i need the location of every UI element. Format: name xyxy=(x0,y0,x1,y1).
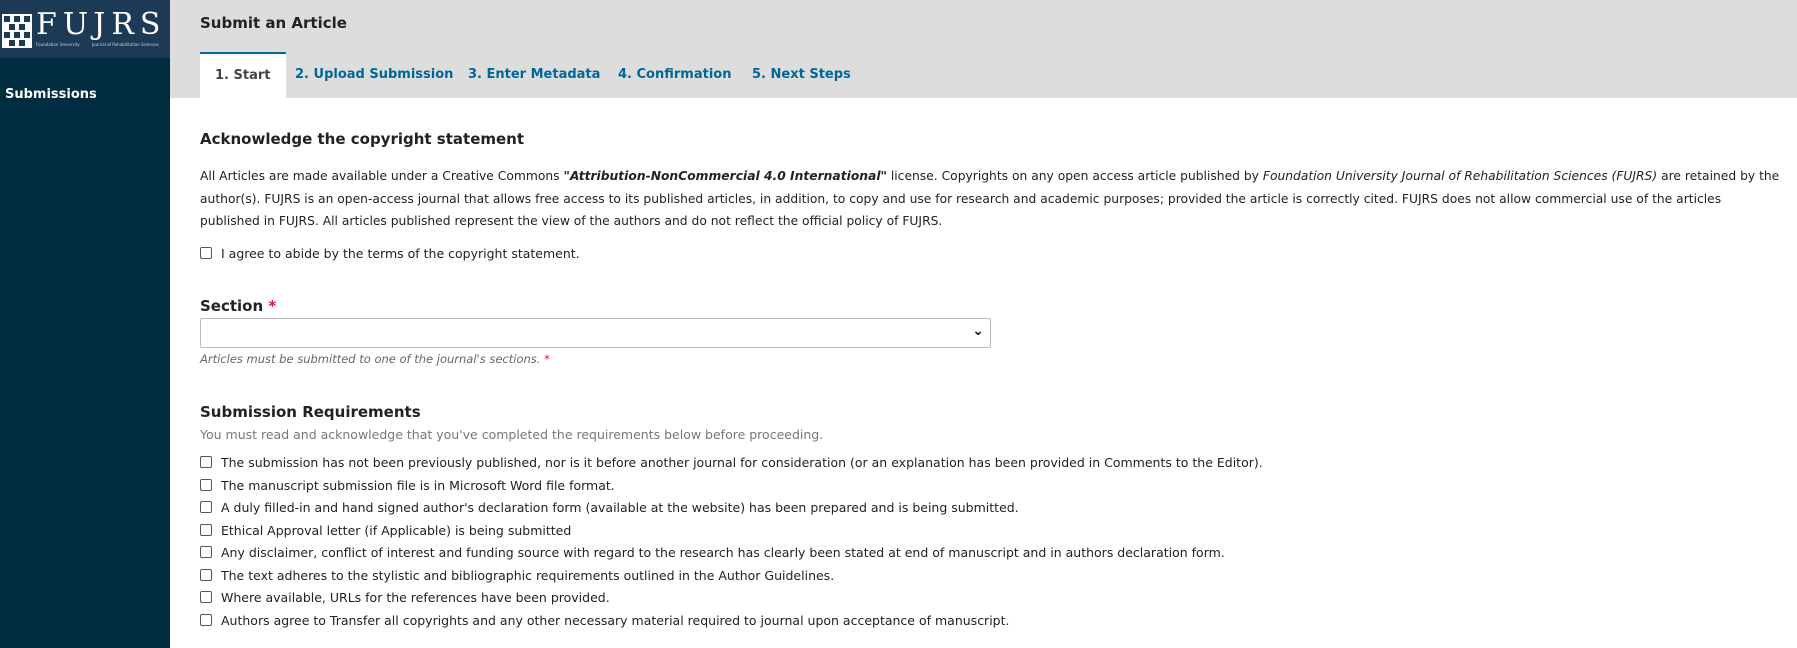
copyright-agree-row xyxy=(200,246,580,261)
requirement-row xyxy=(200,568,834,583)
requirement-checkbox[interactable] xyxy=(200,456,212,468)
requirements-description: You must read and acknowledge that you've completed the requirements below before proceeding. xyxy=(200,427,824,442)
logo-text: FUJRS xyxy=(36,7,167,42)
requirement-label[interactable]: The manuscript submission file is in Microsoft Word file format. xyxy=(221,478,615,493)
requirement-checkbox[interactable] xyxy=(200,501,212,513)
requirement-checkbox[interactable] xyxy=(200,614,212,626)
tab-enter-metadata[interactable]: 3. Enter Metadata xyxy=(468,67,601,82)
requirement-row xyxy=(200,500,1019,515)
copyright-agree-label[interactable]: I agree to abide by the terms of the copyright statement. xyxy=(221,246,580,261)
logo-pattern-icon xyxy=(2,14,32,48)
logo-subtitle-right: Journal of Rehabilitation Sciences xyxy=(92,42,159,47)
page-header xyxy=(170,0,1797,98)
tab-confirmation[interactable]: 4. Confirmation xyxy=(618,67,732,82)
tab-upload-submission[interactable]: 2. Upload Submission xyxy=(295,67,454,82)
requirement-row xyxy=(200,523,571,538)
page-title: Submit an Article xyxy=(200,14,347,32)
journal-name: Foundation University Journal of Rehabilitation Sciences (FUJRS) xyxy=(1262,169,1658,183)
logo-subtitle-left: Foundation University xyxy=(36,42,80,47)
copyright-text-3: are retained by the author(s). FUJRS is an open-access journal that allows free access to its published articles, in addition, to copy and use for research and academic purposes; provided the article is correctly cited. FUJRS does not allow commercial use of the articles published in FUJRS. All articles published represent the view of the authors and do not reflect the official policy of FUJRS. xyxy=(200,169,1780,228)
requirement-row xyxy=(200,613,1009,628)
requirement-label[interactable]: Any disclaimer, conflict of interest and funding source with regard to the research has clearly been stated at end of manuscript and in authors declaration form. xyxy=(221,545,1225,560)
license-name: "Attribution-NonCommercial 4.0 International" xyxy=(563,169,887,183)
required-marker: * xyxy=(268,297,277,315)
section-help-text xyxy=(200,352,550,366)
requirement-label[interactable]: Where available, URLs for the references have been provided. xyxy=(221,590,610,605)
requirement-checkbox[interactable] xyxy=(200,546,212,558)
requirement-checkbox[interactable] xyxy=(200,569,212,581)
journal-logo[interactable] xyxy=(0,0,170,58)
copyright-statement xyxy=(200,165,1780,233)
copyright-text-1: All Articles are made available under a Creative Commons xyxy=(200,169,564,183)
requirement-label[interactable]: A duly filled-in and hand signed author's declaration form (available at the website) has been prepared and is being submitted. xyxy=(221,500,1019,515)
requirement-row xyxy=(200,478,615,493)
section-select[interactable] xyxy=(200,318,991,348)
requirement-label[interactable]: The text adheres to the stylistic and bibliographic requirements outlined in the Author Guidelines. xyxy=(221,568,835,583)
requirement-checkbox[interactable] xyxy=(200,479,212,491)
requirement-label[interactable]: The submission has not been previously published, nor is it before another journal for consideration (or an explanation has been provided in Comments to the Editor). xyxy=(221,455,1263,470)
copyright-text-2: license. Copyrights on any open access article published by xyxy=(886,169,1263,183)
copyright-agree-checkbox[interactable] xyxy=(200,247,212,259)
requirement-checkbox[interactable] xyxy=(200,524,212,536)
section-help-label: Articles must be submitted to one of the journal's sections. xyxy=(200,352,541,366)
section-label-text: Section xyxy=(200,297,264,315)
requirement-label[interactable]: Ethical Approval letter (if Applicable) is being submitted xyxy=(221,523,572,538)
tab-start[interactable]: 1. Start xyxy=(200,52,286,98)
requirement-checkbox[interactable] xyxy=(200,591,212,603)
section-label xyxy=(200,297,276,315)
requirement-row xyxy=(200,545,1225,560)
requirement-row xyxy=(200,590,610,605)
copyright-heading: Acknowledge the copyright statement xyxy=(200,130,525,148)
sidebar xyxy=(0,0,170,648)
tab-next-steps[interactable]: 5. Next Steps xyxy=(752,67,851,82)
requirement-row xyxy=(200,455,1263,470)
sidebar-item-submissions[interactable]: Submissions xyxy=(5,87,97,102)
requirement-label[interactable]: Authors agree to Transfer all copyrights and any other necessary material required to journal upon acceptance of manuscript. xyxy=(221,613,1010,628)
requirements-heading: Submission Requirements xyxy=(200,403,421,421)
required-marker: * xyxy=(544,352,550,366)
chevron-down-icon: ⌄ xyxy=(972,323,984,339)
